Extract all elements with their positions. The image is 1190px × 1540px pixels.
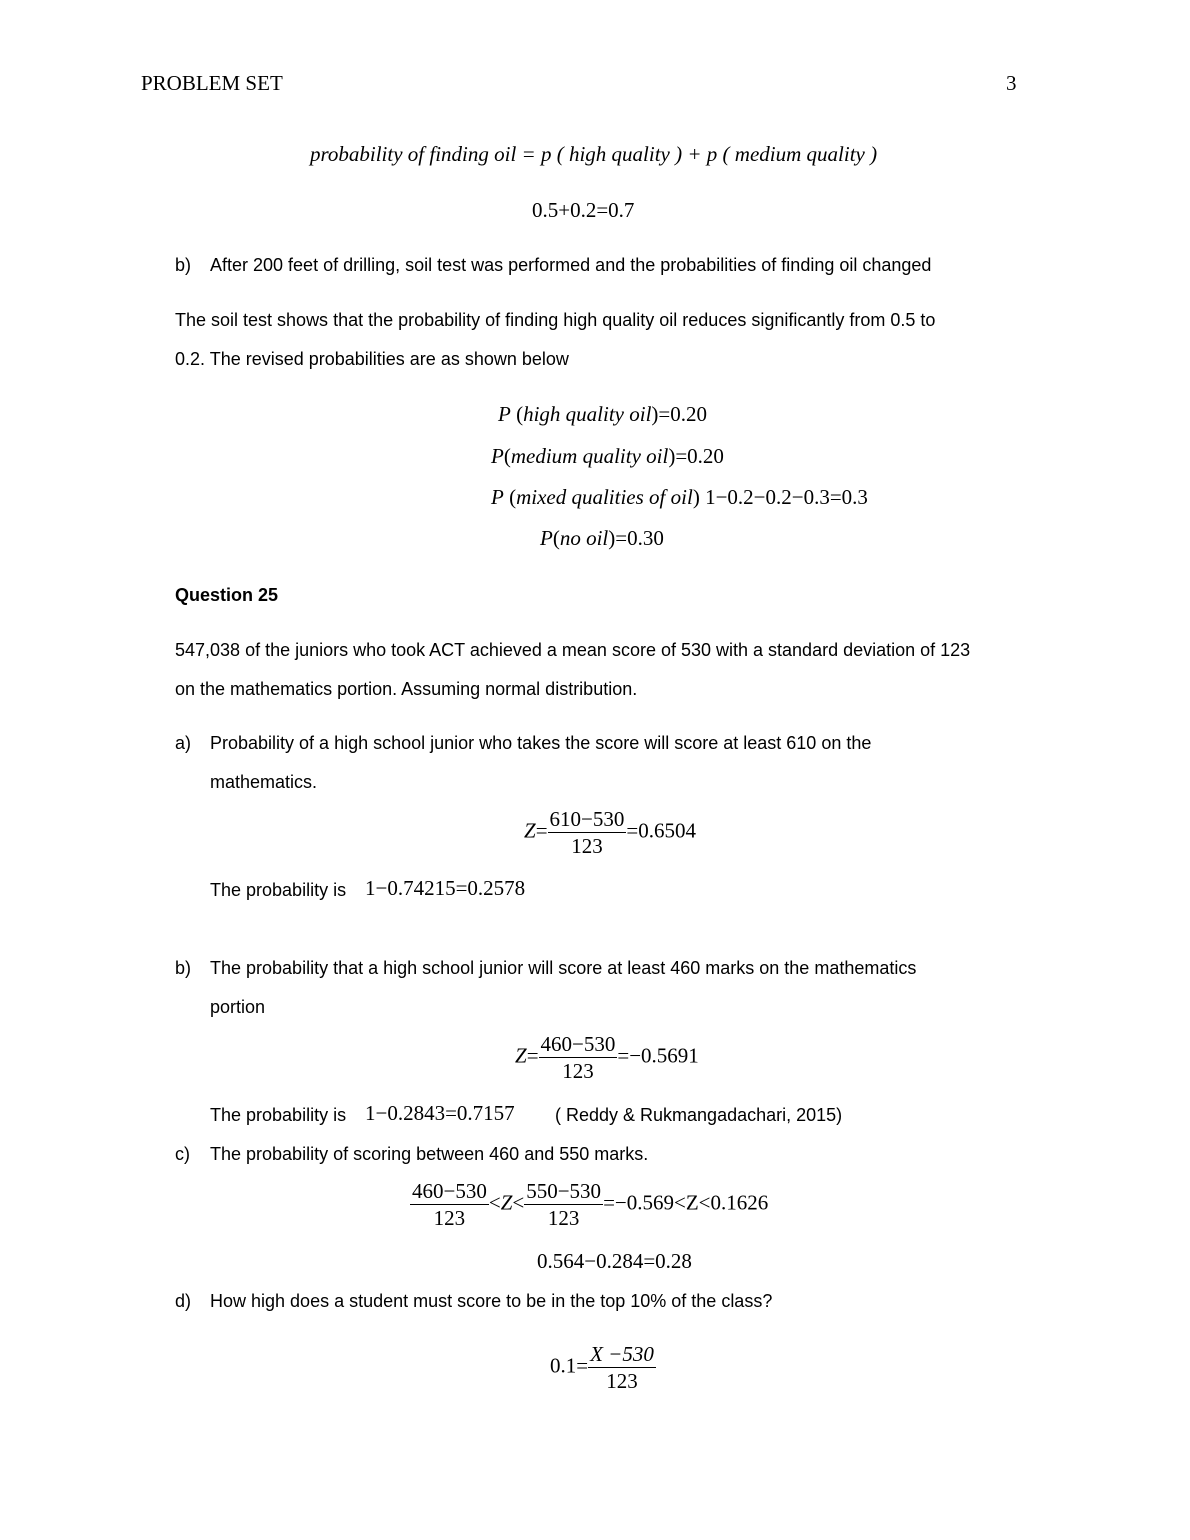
equation-result: =−0.569<Z<0.1626 [603,1190,769,1215]
list-item-text: After 200 feet of drilling, soil test was performed and the probabilities of finding oil changed [210,255,932,275]
equation-z-range: $\frac{460-530}{123}$ <Z< $\frac{550-530}{123}$ =−0.569<Z<0.1626 [412,1179,769,1230]
equation-revised: P (high quality oil)=0.20 [498,402,707,426]
list-label: a) [175,733,192,753]
equation-top-10 [550,1341,656,1394]
fraction-denominator: 123 [571,834,603,858]
citation: ( Reddy & Rukmangadachari, 2015) [555,1105,843,1125]
list-item-text: Probability of a high school junior who takes the score will score at least 610 on the [210,733,872,753]
paragraph-line: 0.2. The revised probabilities are as shown below [175,349,569,369]
fraction-denominator: 123 [547,1206,580,1230]
fraction-denominator: 123 [562,1059,594,1083]
fraction-numerator: 550−530 [526,1179,602,1203]
list-label: b) [175,255,192,275]
fraction-numerator: 460−530 [540,1032,616,1056]
running-header: PROBLEM SET [141,71,283,95]
equation-rhs: =0.30 [615,526,664,550]
equation-rhs: 1−0.2−0.2−0.3=0.3 [705,485,868,509]
equation-rhs: =0.20 [675,444,724,468]
list-item-text: How high does a student must score to be in the top 10% of the class? [210,1291,773,1311]
probability-label: The probability is [210,1105,347,1125]
equation-rhs: =0.20 [658,402,707,426]
equation-lhs: no oil [559,526,609,550]
list-label: d) [175,1291,192,1311]
fraction-numerator: 610−530 [549,807,625,831]
equation-lhs: mixed qualities of oil [516,485,693,509]
equation-result: =0.6504 [626,818,696,843]
fraction-numerator: X −530 [590,1342,654,1366]
equation-oil-sum: 0.5+0.2=0.7 [532,198,635,222]
equation-revised: P(no oil)=0.30 [540,526,664,550]
equation-difference: 0.564−0.284=0.28 [537,1249,692,1273]
equation-revised: P (mixed qualities of oil) 1−0.2−0.2−0.3=0.3 [491,485,868,509]
fraction-denominator: 123 [433,1206,466,1230]
probability-math: 1−0.74215=0.2578 [365,876,526,900]
probability-math: 1−0.2843=0.7157 [365,1101,515,1125]
list-label: b) [175,958,192,978]
paragraph-line: 547,038 of the juniors who took ACT achieved a mean score of 530 with a standard deviation of 123 [175,640,971,660]
fraction-denominator: 123 [606,1369,638,1393]
list-item-text: The probability of scoring between 460 and 550 marks. [210,1144,649,1164]
equation-lhs: 0.1= [550,1353,589,1378]
question-heading: Question 25 [175,585,279,605]
page-number: 3 [1006,71,1017,95]
equation-revised: P(medium quality oil)=0.20 [491,444,724,468]
equation-lhs: medium quality oil [510,444,669,468]
list-item-text: mathematics. [210,772,318,792]
equation-lhs: high quality oil [523,402,652,426]
list-label: c) [175,1144,190,1164]
paragraph-line: on the mathematics portion. Assuming normal distribution. [175,679,638,699]
equation-oil-probability: probability of finding oil = p ( high quality ) + p ( medium quality ) [310,142,878,166]
paragraph-line: The soil test shows that the probability of finding high quality oil reduces significantly from 0.5 to [175,310,936,330]
equation-result: =−0.5691 [617,1043,699,1068]
probability-label: The probability is [210,880,347,900]
list-item-text: portion [210,997,266,1017]
equation-z-b: Z= $\frac{460-530}{123}$ =−0.5691 [515,1032,699,1083]
equation-z-a: Z= $\frac{610-530}{123}$ =0.6504 [524,807,696,858]
fraction-numerator: 460−530 [412,1179,487,1203]
list-item-text: The probability that a high school junior will score at least 460 marks on the mathematics [210,958,917,978]
